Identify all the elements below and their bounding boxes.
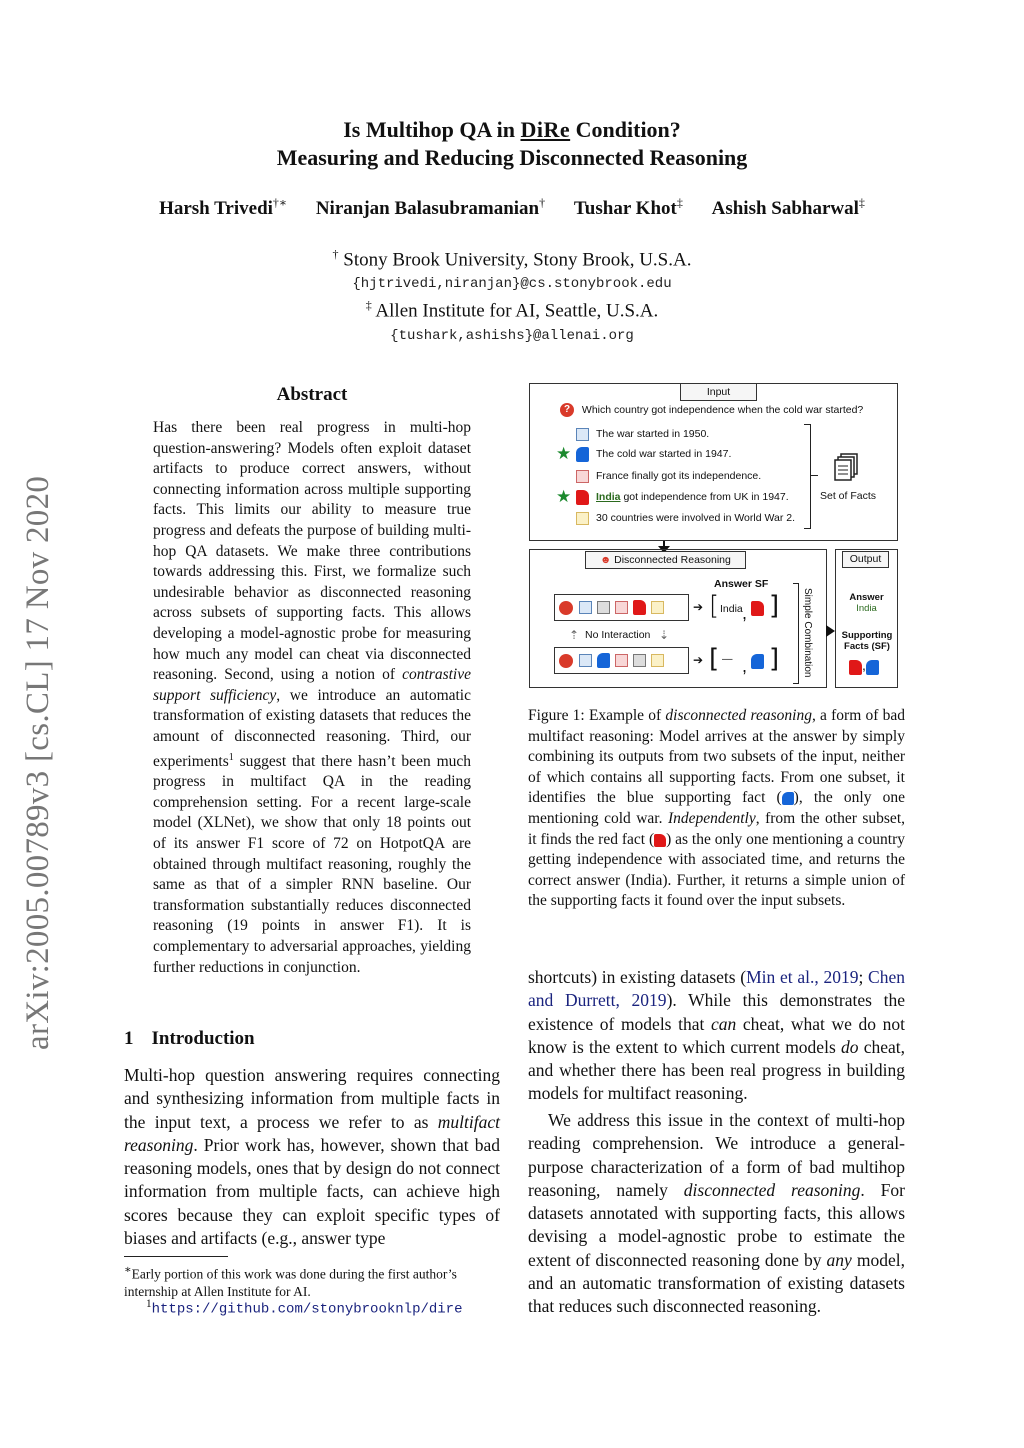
citation-chen-2019[interactable]: Chen and Durrett, 2019 [528,967,905,1011]
answer-out-2: — [722,653,733,665]
fact-square-icon [576,470,589,483]
documents-icon [834,453,860,483]
down-arrow-icon: ⇣ [659,628,670,642]
blue-flag-icon [576,447,589,462]
intro-paragraph-1: Multi-hop question answering requires connecting and synthesizing information from multiple facts in the input text, a process we refer to as multifact reasoning. Prior work has, however, shown that bad reasoning models, ones that by design do not connect information from multiple facts, can achieve high scores because they can exploit specific types of biases and artifacts (e.g., answer type [124,1065,500,1249]
arrow-right-icon: ➔ [693,653,704,667]
blue-flag-icon [597,653,610,668]
author: Ashish Sabharwal‡ [711,196,865,220]
fact-5: 30 countries were involved in World War 2. [572,512,795,525]
paper-title [0,116,1024,172]
email-sbu: {hjtrivedi,niranjan}@cs.stonybrook.edu [352,276,672,292]
section-heading-introduction: 1 Introduction [124,1028,255,1049]
blue-flag-icon [782,792,794,805]
arrow-right-icon [826,625,835,637]
abstract-heading: Abstract [276,384,348,405]
figure-caption: Figure 1: Example of disconnected reasoning, a form of bad multifact reasoning: Model arrives at the answer by simply combining its outputs from two subsets of the input, neither of which contains all supporting facts. From one subset, it identifies the blue supporting fact ( ), the only one mentioning cold war. Independently, from the other subset, it finds the red fact ( ) as the only one mentioning a country getting independence with associated time, and returns the correct answer (India). Further, it returns a simple union of the supporting facts it found over the input subsets. [528,707,906,910]
star-icon: ★ [556,444,572,463]
sf-label: Supporting Facts (SF) [841,630,893,652]
dire-acronym: DiRe [520,117,571,142]
email-ai2: {tushark,ashishs}@allenai.org [390,328,634,344]
star-icon: ★ [556,487,572,506]
intro-paragraph-2: We address this issue in the context of multi-hop reading comprehension. We introduce a general-purpose characterization of a form of bad multihop reasoning, namely disconnected reasoning. For datasets annotated with supporting facts, this allows devising a model-agnostic probe to estimate the extent of disconnected reasoning done by any model, and an automatic transformation of existing datasets that reduces such disconnected reasoning. [528,1110,905,1317]
author: Tushar Khot‡ [573,196,683,220]
simple-combination-label: Simple Combination [802,588,813,678]
answer-sf-header: Answer SF [714,578,769,590]
dr-label: ☻ Disconnected Reasoning [585,551,746,569]
author: Niranjan Balasubramanian† [315,196,546,220]
author: Harsh Trivedi†∗ [159,196,288,220]
fact-3: France finally got its independence. [572,470,761,483]
fact-4: India got independence from UK in 1947. [572,490,789,505]
fact-square-icon [576,428,589,441]
output-label: Output [842,551,889,568]
arxiv-stamp: arXiv:2005.00789v3 [cs.CL] 17 Nov 2020 [20,475,56,1050]
citation-min-2019[interactable]: Min et al., 2019 [746,967,859,987]
question-icon: ? [560,403,574,417]
facts-bracket [804,424,811,529]
fact-1: The war started in 1950. [572,428,709,441]
footnote-star: ∗Early portion of this work was done during the first author’s internship at Allen Institute for AI. [124,1264,457,1299]
answer-out-1: India [720,603,743,615]
up-arrow-icon: ⇡ [569,628,580,642]
question-icon [559,654,573,668]
title-line-1: Is Multihop QA in DiRe Condition? [343,117,681,142]
footnote-rule [124,1256,228,1257]
answer-value: India [856,603,877,614]
fact-2: The cold war started in 1947. [572,447,731,462]
question-text: Which country got independence when the cold war started? [581,403,864,416]
input-label: Input [680,383,757,401]
subset-2-items [559,653,664,668]
combination-bracket [793,583,799,684]
red-flag-icon [633,600,646,615]
answer-label: Answer [849,592,884,603]
blue-flag-icon [751,654,764,669]
affiliation-ai2: ‡ Allen Institute for AI, Seattle, U.S.A. [365,298,659,322]
set-of-facts-label: Set of Facts [820,490,877,502]
devil-icon: ☻ [600,554,612,566]
red-flag-icon [576,490,589,505]
subset-1-items [559,600,664,615]
red-flag-icon [654,834,666,847]
affiliation-sbu: † Stony Brook University, Stony Brook, U.S.A. [332,247,692,271]
blue-flag-icon [866,660,879,675]
sf-output: , [849,657,879,675]
question-row [560,403,863,417]
no-interaction-label: No Interaction [585,629,651,641]
title-line-2: Measuring and Reducing Disconnected Reasoning [276,145,748,170]
footnote-1: $^1$https://github.com/stonybrooknlp/dire [146,1298,463,1318]
abstract-body: Has there been real progress in multi-hop question-answering? Models often exploit dataset artifacts to produce correct answers, without connecting information across multiple supporting facts. This limits our ability to measure true progress and defeats the purpose of building multi-hop QA datasets. We make three contributions towards addressing this. First, we formalize such undesirable behavior as disconnected reasoning across subsets of supporting facts. This allows developing a model-agnostic probe for measuring how much any model can cheat via disconnected reasoning. Second, using a notion of contrastive support sufficiency, we introduce an automatic transformation of existing datasets that reduces the amount of disconnected reasoning. Third, our experiments$^1$ suggest that there hasn’t been much progress in multifact QA in the reading comprehension setting. For a recent large-scale model (XLNet), we show that only 18 points out of its answer F1 score of 72 on HotpotQA are obtained through multifact reasoning, roughly the same as that of a simpler RNN baseline. Our transformation substantially reduces disconnected reasoning (19 points in answer F1). It is complementary to adversarial approaches, yielding further reductions in conjunction. [153,419,471,976]
red-flag-icon [849,660,862,675]
github-link[interactable]: https://github.com/stonybrooknlp/dire [151,1301,463,1318]
intro-paragraph-1-cont: shortcuts) in existing datasets (Min et al., 2019; Chen and Durrett, 2019). While this demonstrates the existence of models that can cheat, what we do not know is the extent to which current models do cheat, and whether there has been real progress in building models for multifact reasoning. [528,967,905,1104]
fact-square-icon [576,512,589,525]
question-icon [559,601,573,615]
red-flag-icon [751,601,764,616]
author-list [0,196,1024,220]
arrow-right-icon: ➔ [693,600,704,614]
